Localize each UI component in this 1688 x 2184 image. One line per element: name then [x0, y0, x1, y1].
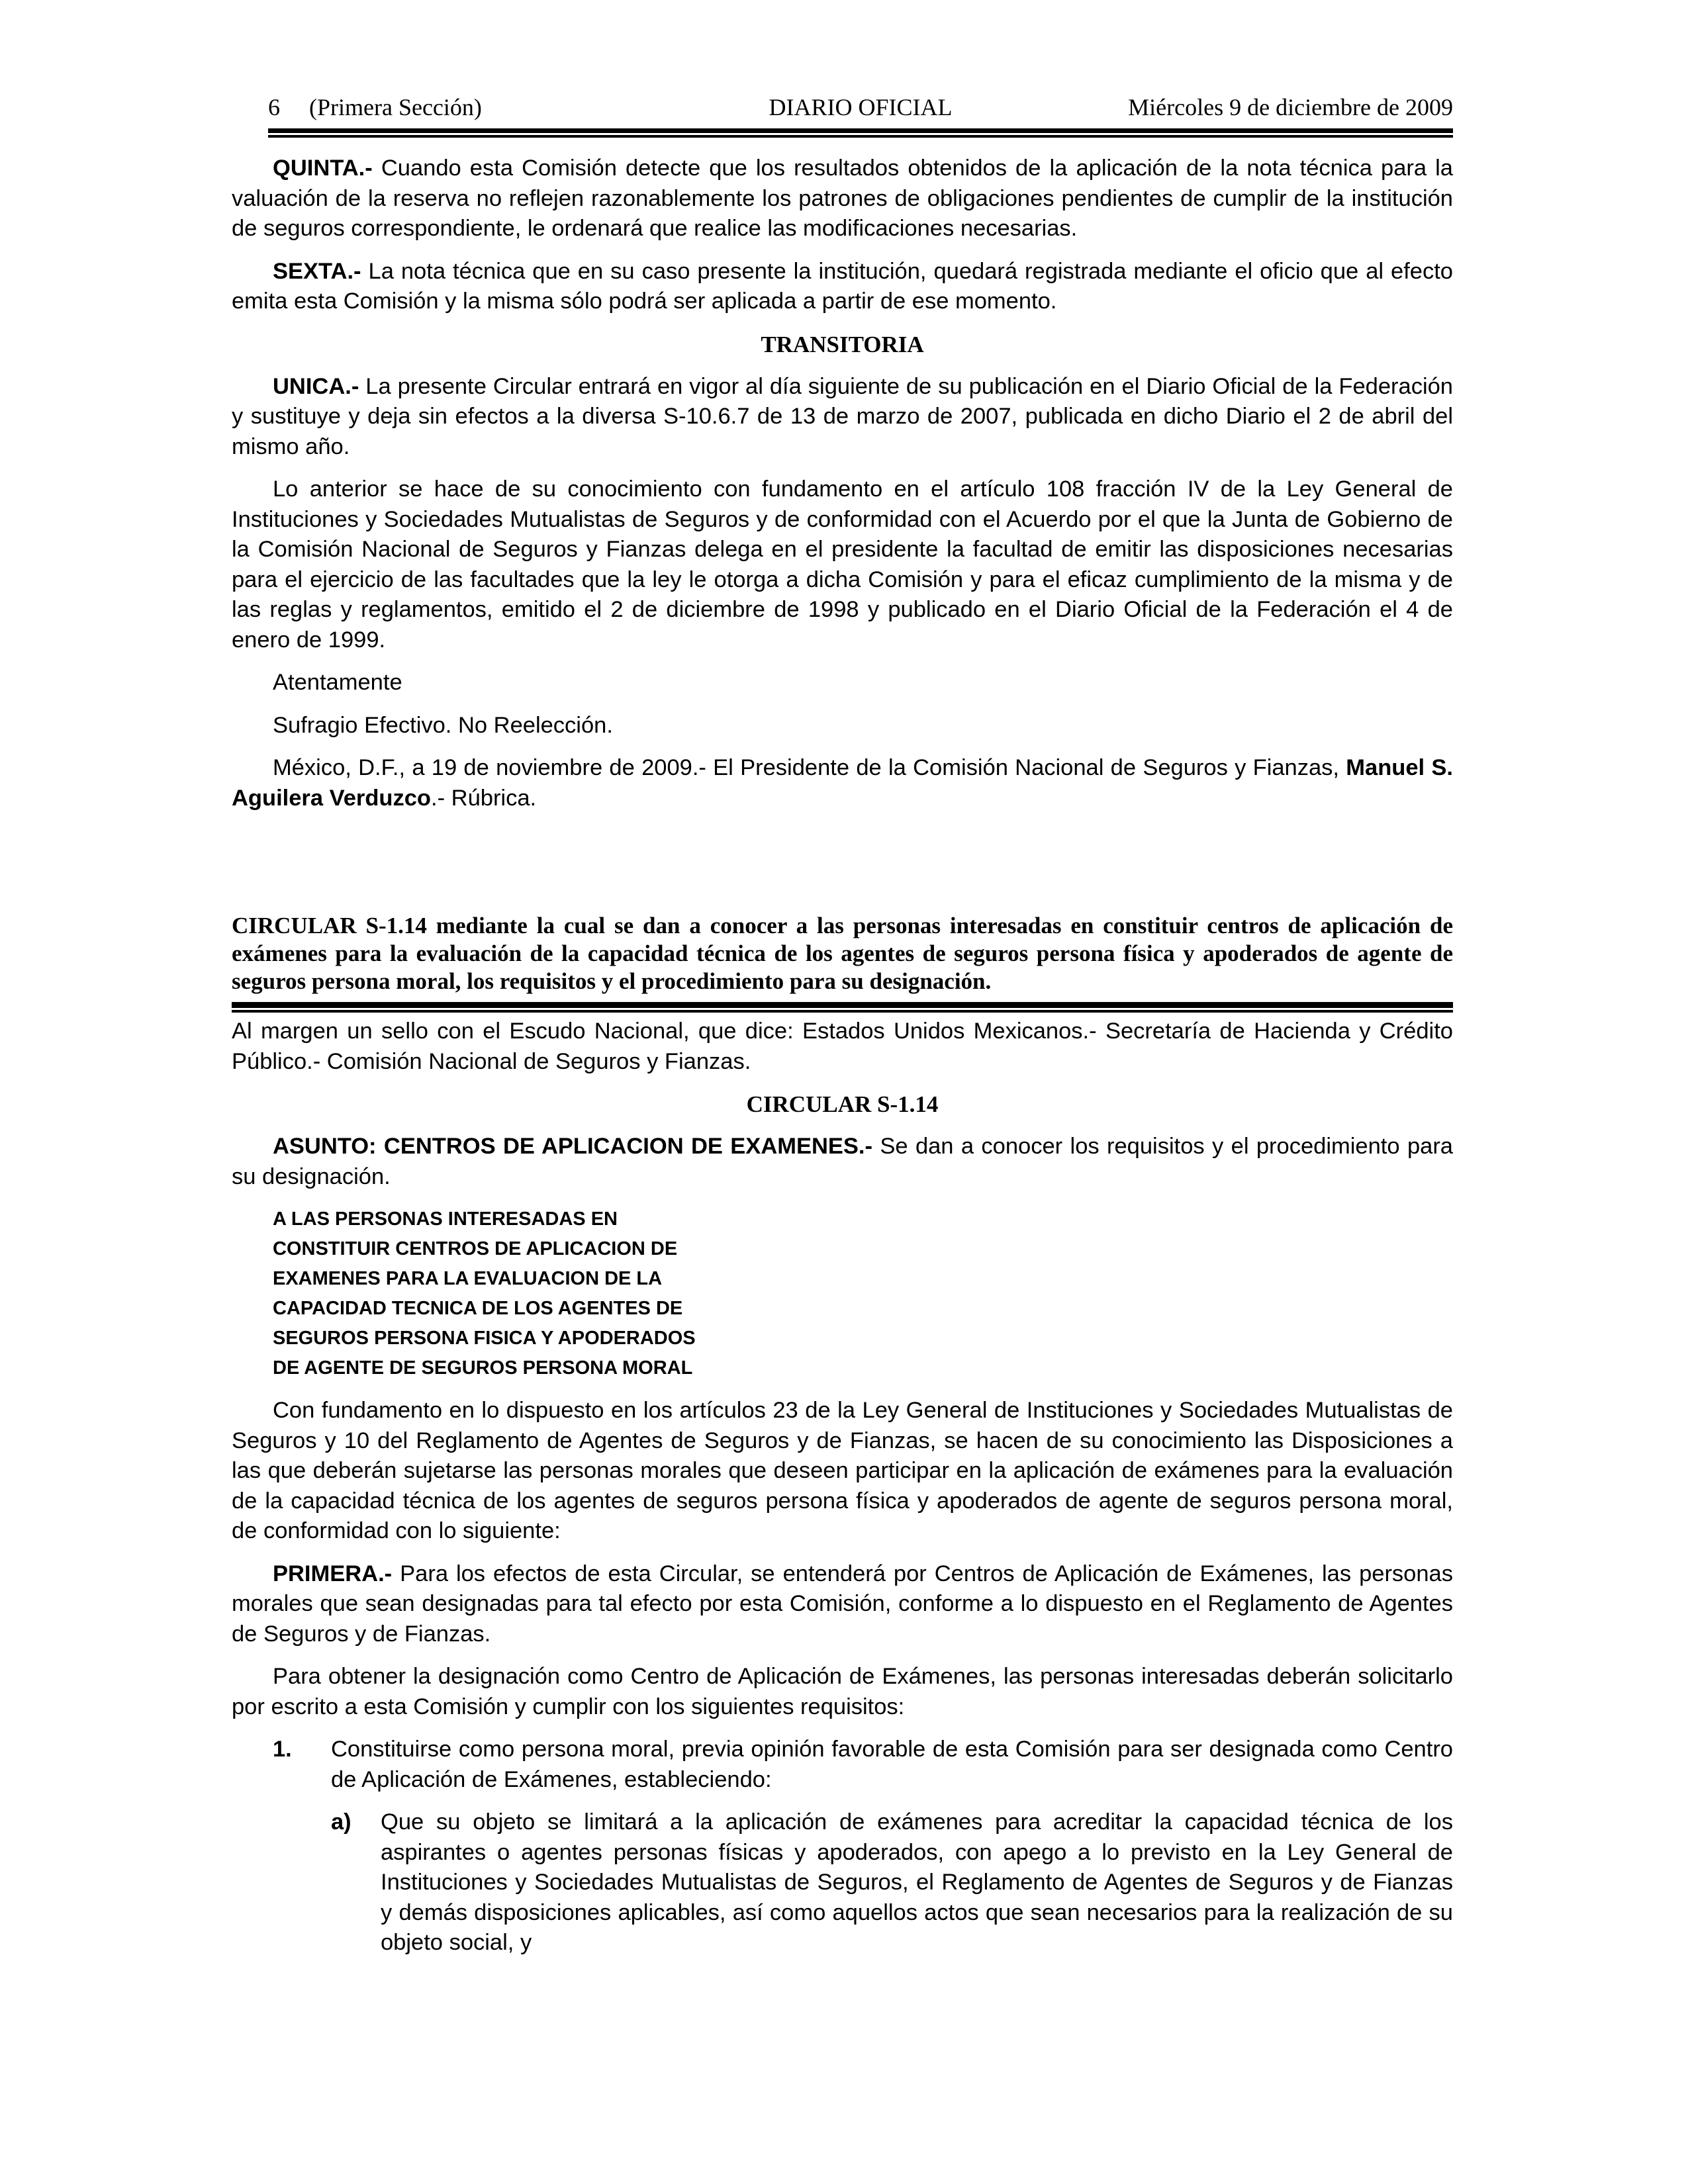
clause-label: PRIMERA.- — [273, 1561, 393, 1586]
clause-text: Para los efectos de esta Circular, se entenderá por Centros de Aplicación de Exámenes, las personas morales que sean designadas para tal efecto por esta Comisión, conforme a lo dispuesto en el Reglamento de Agentes de Seguros y de Fianzas. — [232, 1561, 1453, 1647]
subject-paragraph — [232, 1132, 1453, 1192]
addressee-line: DE AGENTE DE SEGUROS PERSONA MORAL — [273, 1357, 693, 1379]
header-double-rule — [268, 128, 1453, 138]
signature-place-date: México, D.F., a 19 de noviembre de 2009.- El Presidente de la Comisión Nacional de Seguros y Fianzas, — [273, 755, 1346, 780]
requirement-number: 1. — [273, 1737, 292, 1762]
clause-unica — [232, 372, 1453, 463]
requirement-text: Constituirse como persona moral, previa opinión favorable de esta Comisión para ser designada como Centro de Aplicación de Exámenes, estableciendo: — [331, 1737, 1453, 1792]
signer-name: Manuel S. Aguilera Verduzco — [232, 755, 1453, 811]
section-spacer — [232, 826, 1453, 912]
addressee-block — [273, 1205, 1453, 1383]
running-header — [268, 94, 1453, 120]
clause-quinta — [232, 154, 1453, 244]
requirements-intro: Para obtener la designación como Centro de Aplicación de Exámenes, las personas interesadas deberán solicitarlo por escrito a esta Comisión y cumplir con los siguientes requisitos: — [232, 1664, 1453, 1719]
requirement-item — [273, 1735, 1453, 1795]
clause-primera — [232, 1559, 1453, 1650]
clause-label: QUINTA.- — [273, 156, 373, 181]
clause-text: La nota técnica que en su caso presente la institución, quedará registrada mediante el oficio que al efecto emita esta Comisión y la misma sólo podrá ser aplicada a partir de ese momento. — [232, 258, 1453, 314]
transitoria-heading: TRANSITORIA — [761, 331, 924, 357]
headline-double-rule — [232, 1002, 1453, 1013]
circular-headline: CIRCULAR S-1.14 mediante la cual se dan a conocer a las personas interesadas en constituir centros de aplicación de exámenes para la evaluación de la capacidad técnica de los agentes de seguros persona física y apoderados de agente de seguros persona moral, los requisitos y el procedimiento para su designación. — [232, 913, 1453, 994]
publication-title: DIARIO OFICIAL — [769, 94, 953, 120]
clause-text: La presente Circular entrará en vigor al día siguiente de su publicación en el Diario Oficial de la Federación y sustituye y deja sin efectos a la diversa S-10.6.7 de 13 de marzo de 2007, publicada en dicho Diario el 2 de abril del mismo año. — [232, 373, 1453, 459]
legal-basis-paragraph: Lo anterior se hace de su conocimiento con fundamento en el artículo 108 fracción IV de la Ley General de Instituciones y Sociedades Mutualistas de Seguros y de conformidad con el Acuerdo por el que la Junta de Gobierno de la Comisión Nacional de Seguros y Fianzas delega en el presidente la facultad de emitir las disposiciones necesarias para el ejercicio de las facultades que la ley le otorga a dicha Comisión y para el eficaz cumplimiento de la misma y de las reglas y reglamentos, emitido el 2 de diciembre de 1998 y publicado en el Diario Oficial de la Federación el 4 de enero de 1999. — [232, 477, 1453, 653]
signer-suffix: .- Rúbrica. — [431, 785, 537, 811]
addressee-line: A LAS PERSONAS INTERESADAS EN — [273, 1208, 618, 1230]
page-number: 6 — [268, 94, 280, 120]
addressee-line: SEGUROS PERSONA FISICA Y APODERADOS — [273, 1328, 696, 1349]
requirement-sub-item — [331, 1807, 1453, 1958]
intro-paragraph: Con fundamento en lo dispuesto en los artículos 23 de la Ley General de Instituciones y Sociedades Mutualistas de Seguros y 10 del Reglamento de Agentes de Seguros y de Fianzas, se hacen de su conocimiento las Disposiciones a las que deberán sujetarse las personas morales que deseen participar en la aplicación de exámenes para la evaluación de la capacidad técnica de los agentes de seguros persona física y apoderados de agente de seguros persona moral, de conformidad con lo siguiente: — [232, 1398, 1453, 1543]
clause-text: Cuando esta Comisión detecte que los resultados obtenidos de la aplicación de la nota técnica para la valuación de la reserva no reflejen razonablemente los patrones de obligaciones pendientes de cumplir de la institución de seguros correspondiente, le ordenará que realice las modificaciones necesarias. — [232, 156, 1453, 241]
section-label: (Primera Sección) — [309, 94, 482, 120]
signature-block — [232, 753, 1453, 813]
addressee-line: EXAMENES PARA LA EVALUACION DE LA — [273, 1268, 663, 1289]
subject-text: Se dan a conocer los requisitos y el procedimiento para su designación. — [232, 1134, 1453, 1189]
clause-label: UNICA.- — [273, 373, 359, 399]
seal-note: Al margen un sello con el Escudo Nacional, que dice: Estados Unidos Mexicanos.- Secretaría de Hacienda y Crédito Público.- Comisión Nacional de Seguros y Fianzas. — [232, 1019, 1453, 1074]
publication-date: Miércoles 9 de diciembre de 2009 — [1128, 94, 1453, 120]
document-body — [232, 154, 1453, 1971]
circular-title: CIRCULAR S-1.14 — [746, 1091, 939, 1117]
motto: Sufragio Efectivo. No Reelección. — [273, 712, 613, 738]
clause-sexta — [232, 257, 1453, 317]
addressee-line: CAPACIDAD TECNICA DE LOS AGENTES DE — [273, 1298, 683, 1319]
subject-label: ASUNTO: CENTROS DE APLICACION DE EXAMENES.- — [273, 1134, 872, 1159]
sub-item-letter: a) — [331, 1809, 352, 1835]
clause-label: SEXTA.- — [273, 258, 361, 284]
sub-item-text: Que su objeto se limitará a la aplicación de exámenes para acreditar la capacidad técnica de los aspirantes o agentes personas físicas y apoderados, con apego a lo previsto en la Ley General de Instituciones y Sociedades Mutualistas de Seguros, el Reglamento de Agentes de Seguros y de Fianzas y demás disposiciones aplicables, así como aquellos actos que sean necesarios para la realización de su objeto social, y — [381, 1809, 1453, 1955]
closing-salutation: Atentamente — [273, 670, 402, 695]
addressee-line: CONSTITUIR CENTROS DE APLICACION DE — [273, 1238, 678, 1259]
